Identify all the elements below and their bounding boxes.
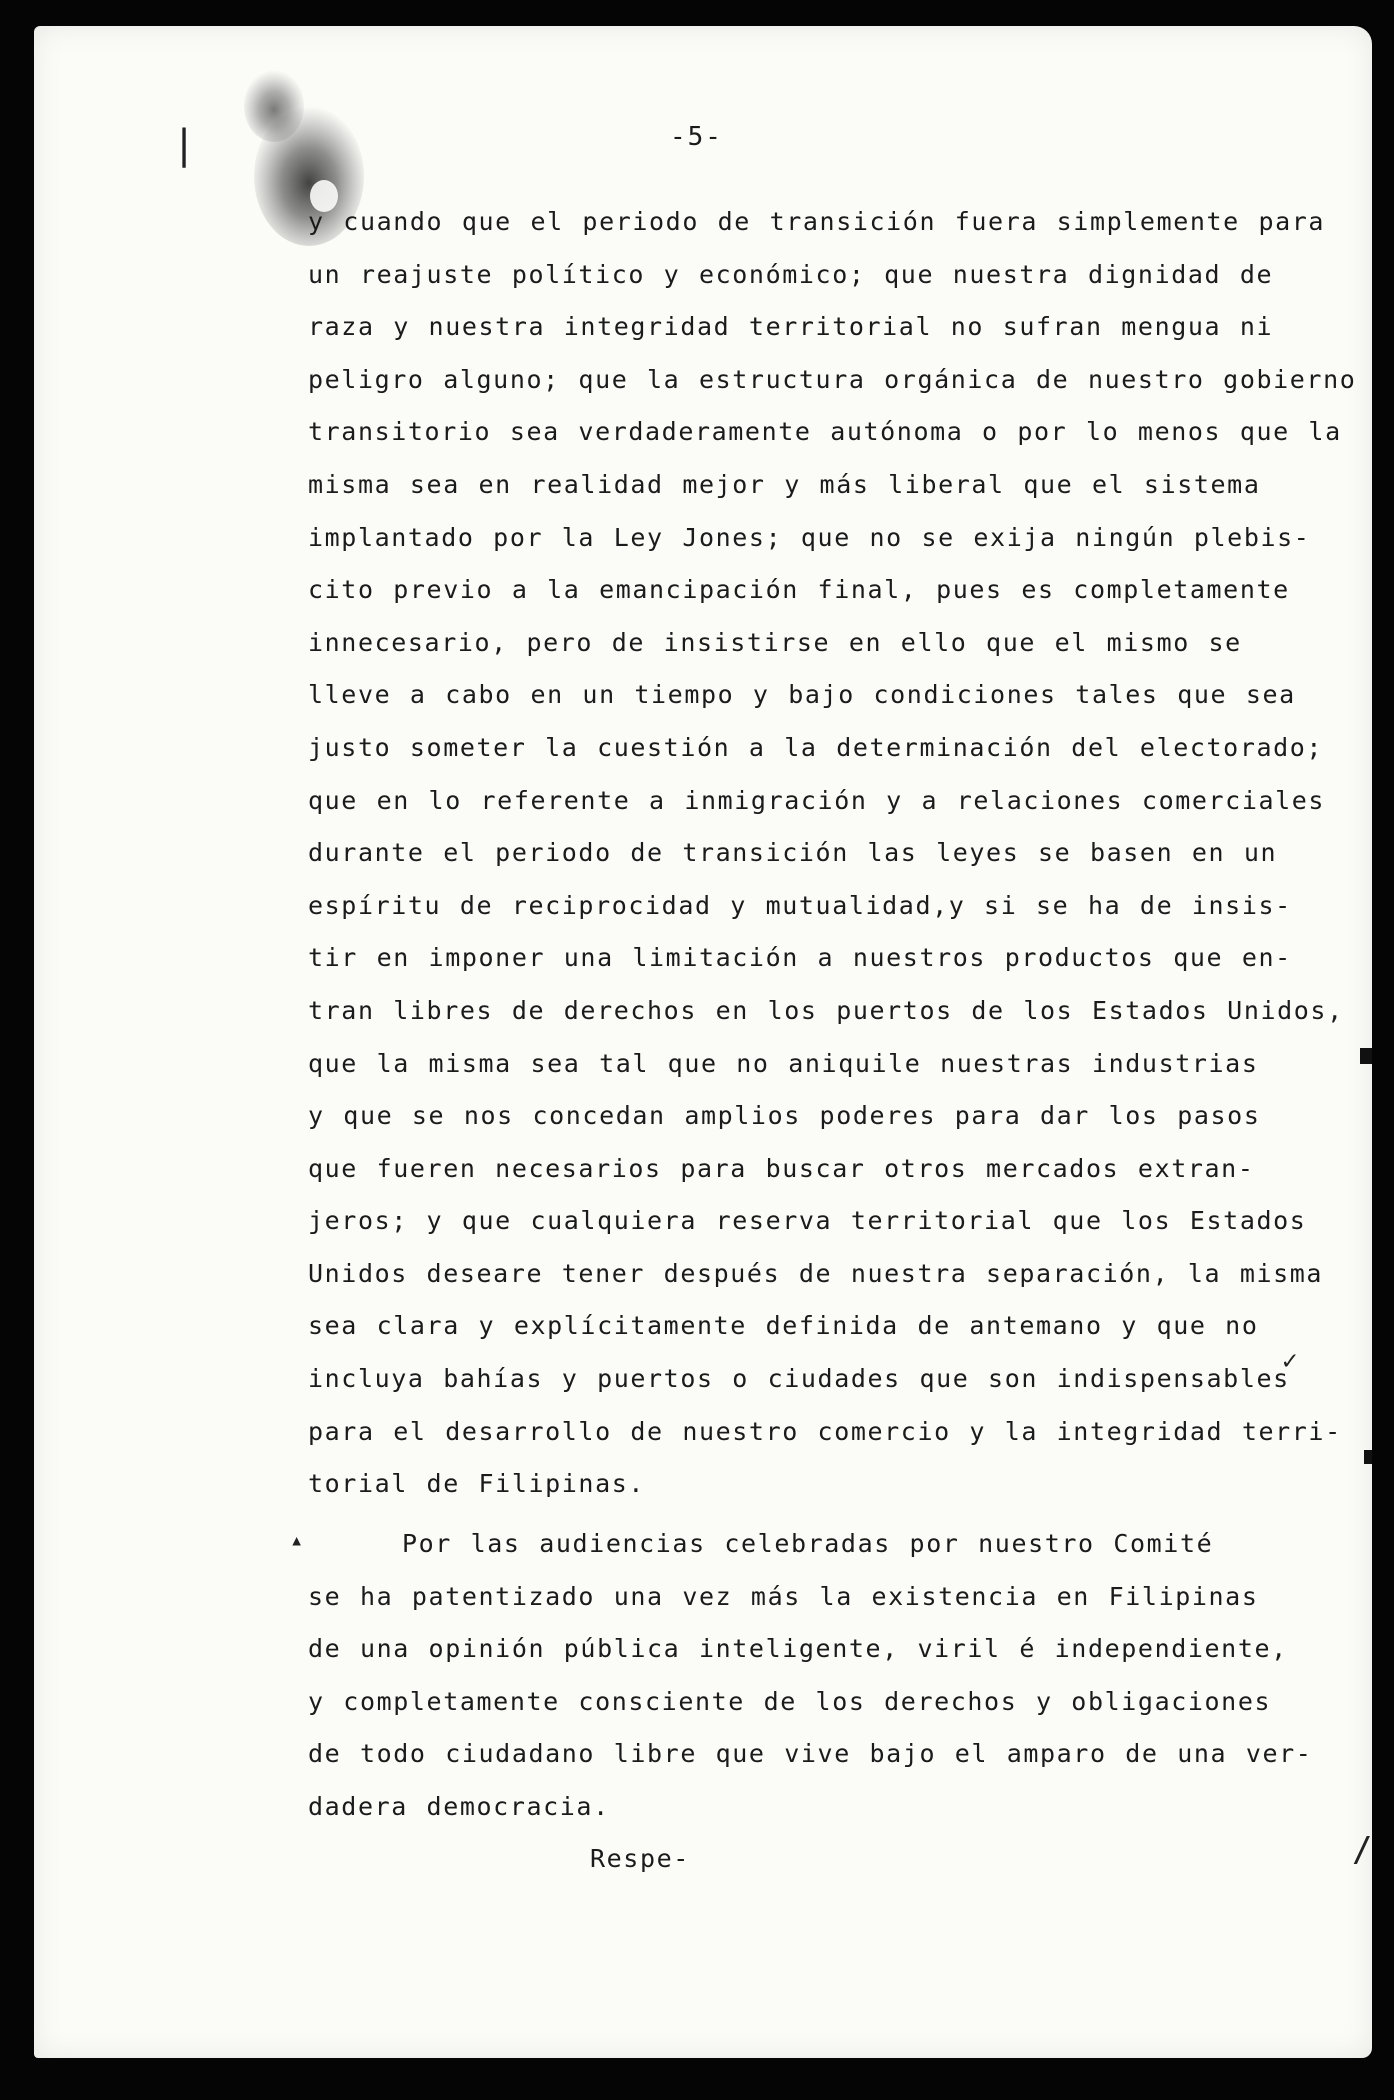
text-line: y que se nos concedan amplios poderes para dar los pasos bbox=[308, 1101, 1261, 1131]
paragraph-2 bbox=[308, 1518, 1313, 1834]
text-line: cito previo a la emancipación final, pues es completamente bbox=[308, 575, 1290, 605]
margin-mark: ▴ bbox=[290, 1528, 304, 1553]
text-line: raza y nuestra integridad territorial no sufran mengua ni bbox=[308, 312, 1274, 342]
edge-notch bbox=[1360, 1048, 1372, 1064]
text-line: justo someter la cuestión a la determinación del electorado; bbox=[308, 732, 1324, 762]
text-line: peligro alguno; que la estructura orgánica de nuestro gobierno bbox=[308, 364, 1357, 394]
text-line: tir en imponer una limitación a nuestros productos que en- bbox=[308, 943, 1292, 973]
check-mark: ✓ bbox=[1282, 1346, 1298, 1376]
text-line: que en lo referente a inmigración y a relaciones comerciales bbox=[308, 785, 1326, 815]
catchword: Respe- bbox=[590, 1844, 690, 1873]
text-line: misma sea en realidad mejor y más liberal que el sistema bbox=[308, 469, 1261, 499]
text-line: y cuando que el periodo de transición fuera simplemente para bbox=[308, 207, 1326, 236]
paragraph-1 bbox=[308, 196, 1357, 1511]
page-number: -5- bbox=[670, 122, 723, 152]
text-line: implantado por la Ley Jones; que no se exija ningún plebis- bbox=[308, 522, 1311, 552]
text-line: de una opinión pública inteligente, viril é independiente, bbox=[308, 1634, 1288, 1664]
text-line: innecesario, pero de insistirse en ello que el mismo se bbox=[308, 627, 1242, 657]
text-line: que la misma sea tal que no aniquile nuestras industrias bbox=[308, 1048, 1259, 1078]
margin-stroke: | bbox=[172, 122, 197, 168]
text-line: para el desarrollo de nuestro comercio y la integridad terri- bbox=[308, 1416, 1342, 1446]
text-line: se ha patentizado una vez más la existencia en Filipinas bbox=[308, 1581, 1259, 1611]
text-line: dadera democracia. bbox=[308, 1791, 610, 1821]
text-line: lleve a cabo en un tiempo y bajo condiciones tales que sea bbox=[308, 680, 1296, 710]
text-line: Por las audiencias celebradas por nuestro Comité bbox=[402, 1529, 1214, 1558]
edge-stroke: / bbox=[1352, 1830, 1373, 1870]
text-line: tran libres de derechos en los puertos de los Estados Unidos, bbox=[308, 995, 1344, 1025]
text-line: durante el periodo de transición las leyes se basen en un bbox=[308, 838, 1278, 868]
text-line: Unidos deseare tener después de nuestra separación, la misma bbox=[308, 1258, 1324, 1288]
text-line: de todo ciudadano libre que vive bajo el amparo de una ver- bbox=[308, 1739, 1313, 1769]
text-line: un reajuste político y económico; que nuestra dignidad de bbox=[308, 259, 1274, 289]
text-line: sea clara y explícitamente definida de antemano y que no bbox=[308, 1311, 1259, 1341]
text-line: jeros; y que cualquiera reserva territorial que los Estados bbox=[308, 1206, 1307, 1236]
text-line: incluya bahías y puertos o ciudades que son indispensables bbox=[308, 1364, 1290, 1394]
text-line: que fueren necesarios para buscar otros mercados extran- bbox=[308, 1153, 1255, 1183]
text-line: torial de Filipinas. bbox=[308, 1469, 646, 1499]
text-line: y completamente consciente de los derechos y obligaciones bbox=[308, 1686, 1272, 1716]
text-line: espíritu de reciprocidad y mutualidad,y si se ha de insis- bbox=[308, 890, 1292, 920]
text-line: transitorio sea verdaderamente autónoma o por lo menos que la bbox=[308, 417, 1342, 447]
edge-notch bbox=[1364, 1450, 1372, 1464]
